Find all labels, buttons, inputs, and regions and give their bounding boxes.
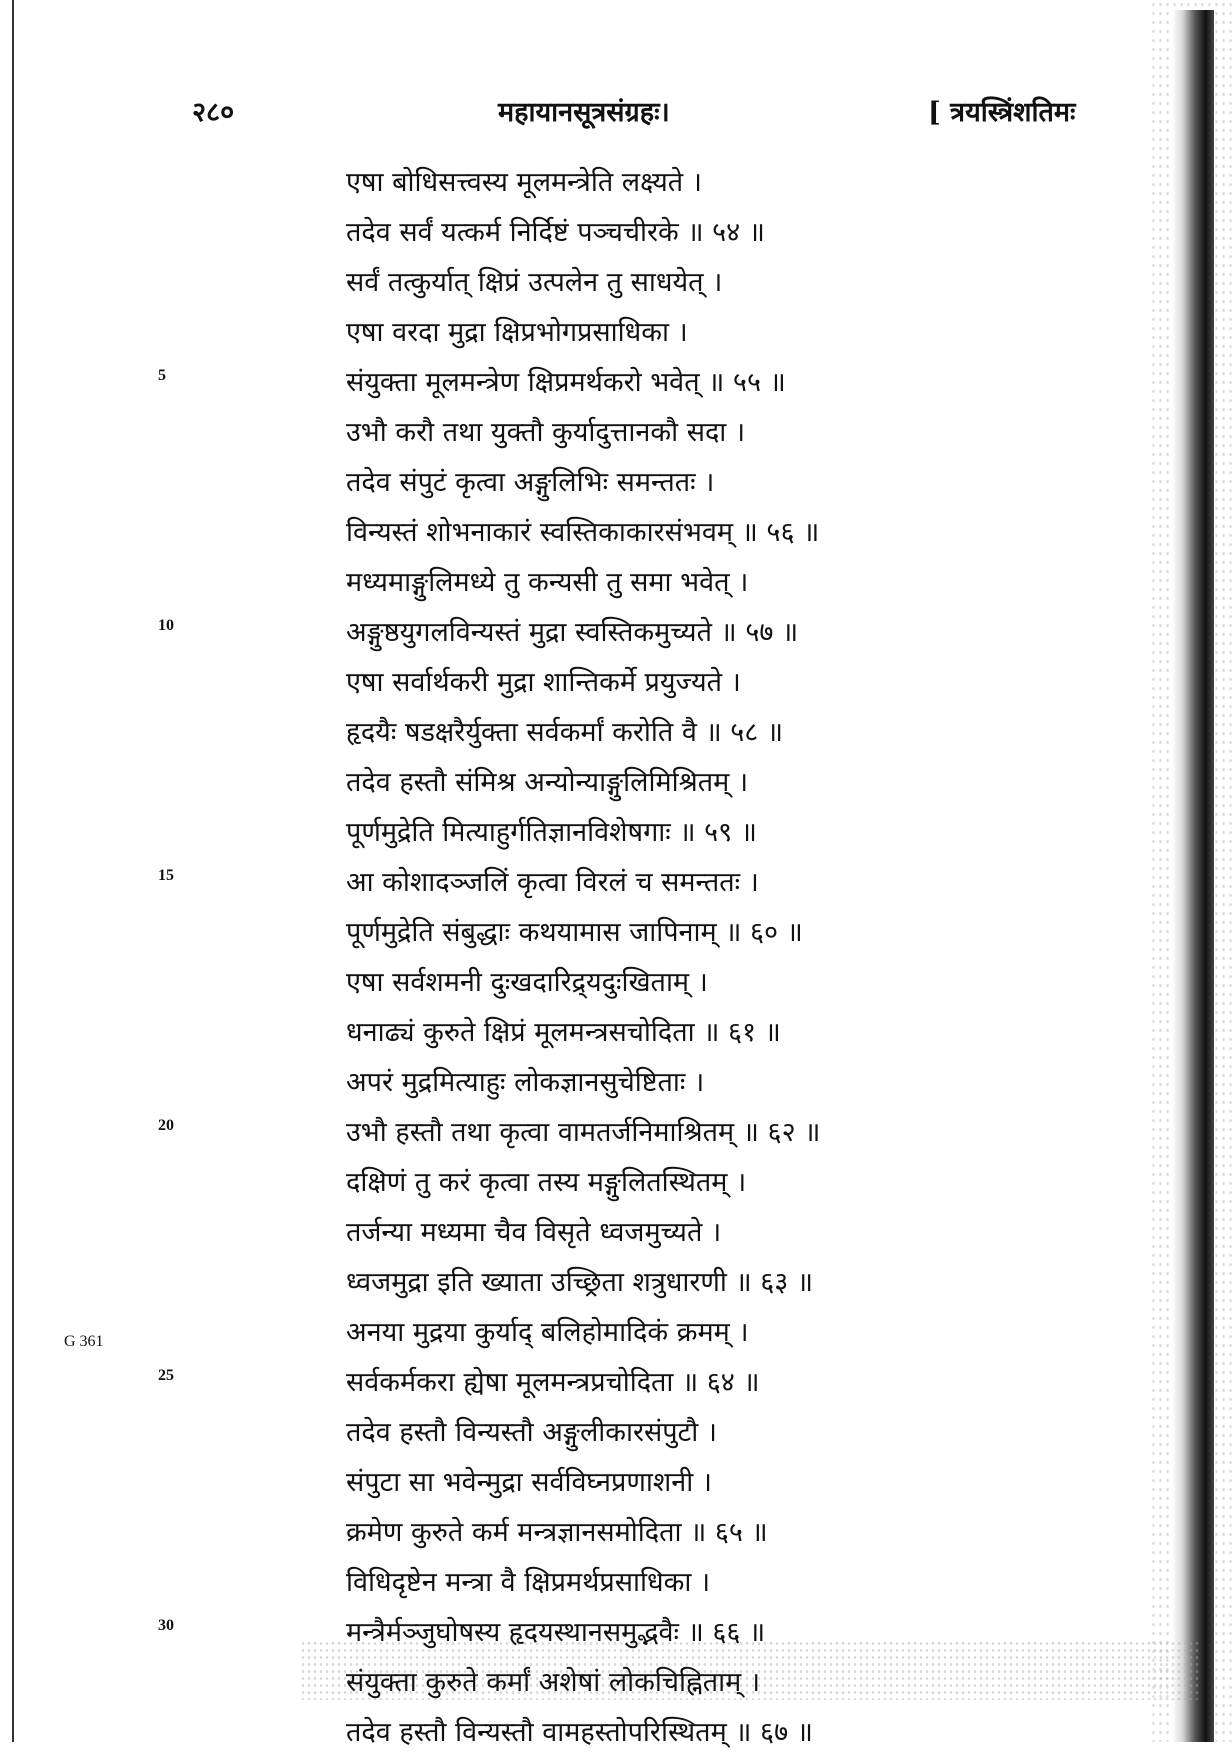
- verse-line: एषा सर्वार्थकरी मुद्रा शान्तिकर्मे प्रयुज्यते ।: [346, 667, 741, 698]
- verse-line: हृदयैः षडक्षरैर्युक्ता सर्वकर्मां करोति वै ॥ ५८ ॥: [346, 717, 784, 748]
- verse-line: दक्षिणं तु करं कृत्वा तस्य मङ्गुलितस्थितम् ।: [346, 1167, 747, 1198]
- running-head: [ त्रयस्त्रिंशतिमः: [928, 97, 1076, 128]
- verse-line: एषा वरदा मुद्रा क्षिप्रभोगप्रसाधिका ।: [346, 317, 688, 348]
- verse-line: संपुटा सा भवेन्मुद्रा सर्वविघ्नप्रणाशनी ।: [346, 1467, 712, 1498]
- verse-line: संयुक्ता मूलमन्त्रेण क्षिप्रमर्थकरो भवेत् ॥ ५५ ॥: [346, 367, 786, 398]
- page-edge-rule: [12, 0, 14, 1742]
- verse-line: पूर्णमुद्रेति मित्याहुर्गतिज्ञानविशेषगाः ॥ ५९ ॥: [346, 817, 757, 848]
- verse-line: विन्यस्तं शोभनाकारं स्वस्तिकाकारसंभवम् ॥ ५६ ॥: [346, 517, 820, 548]
- binding-shadow: [1172, 10, 1214, 1742]
- verse-line: एषा बोधिसत्त्वस्य मूलमन्त्रेति लक्ष्यते ।: [346, 167, 702, 198]
- verse-line: विधिदृष्टेन मन्त्रा वै क्षिप्रमर्थप्रसाधिका ।: [346, 1567, 711, 1598]
- verse-line: क्रमेण कुरुते कर्म मन्त्रज्ञानसमोदिता ॥ ६५ ॥: [346, 1517, 768, 1548]
- margin-reference: G 361: [64, 1333, 104, 1350]
- line-number: 15: [158, 867, 174, 884]
- verse-line: तदेव सर्वं यत्कर्म निर्दिष्टं पञ्चचीरके ॥ ५४ ॥: [346, 217, 765, 248]
- verse-line: सर्वकर्मकरा ह्येषा मूलमन्त्रप्रचोदिता ॥ ६४ ॥: [346, 1367, 760, 1398]
- verse-line: तदेव हस्तौ विन्यस्तौ अङ्गुलीकारसंपुटौ ।: [346, 1417, 718, 1448]
- page-title: महायानसूत्रसंग्रहः।: [498, 97, 670, 128]
- line-number: 10: [158, 617, 174, 634]
- verse-line: मन्त्रैर्मञ्जुघोषस्य हृदयस्थानसमुद्भवैः ॥ ६६ ॥: [346, 1617, 766, 1648]
- verse-line: अपरं मुद्रमित्याहुः लोकज्ञानसुचेष्टिताः ।: [346, 1067, 705, 1098]
- verse-line: अङ्गुष्ठयुगलविन्यस्तं मुद्रा स्वस्तिकमुच्यते ॥ ५७ ॥: [346, 617, 799, 648]
- verse-line: संयुक्ता कुरुते कर्मां अशेषां लोकचिह्निताम् ।: [346, 1667, 761, 1698]
- verse-block: [346, 158, 1146, 1758]
- verse-line: धनाढ्यं कुरुते क्षिप्रं मूलमन्त्रसचोदिता ॥ ६१ ॥: [346, 1017, 781, 1048]
- line-number: 20: [158, 1117, 174, 1134]
- verse-line: सर्वं तत्कुर्यात् क्षिप्रं उत्पलेन तु साधयेत् ।: [346, 267, 723, 298]
- verse-line: अनया मुद्रया कुर्याद् बलिहोमादिकं क्रमम् ।: [346, 1317, 749, 1348]
- verse-line: ध्वजमुद्रा इति ख्याता उच्छ्रिता शत्रुधारणी ॥ ६३ ॥: [346, 1267, 814, 1298]
- verse-line: तदेव हस्तौ संमिश्र अन्योन्याङ्गुलिमिश्रितम् ।: [346, 767, 749, 798]
- line-number: 30: [158, 1617, 174, 1634]
- verse-line: उभौ करौ तथा युक्तौ कुर्यादुत्तानकौ सदा ।: [346, 417, 746, 448]
- page-number: २८०: [192, 97, 235, 128]
- verse-line: पूर्णमुद्रेति संबुद्धाः कथयामास जापिनाम् ॥ ६० ॥: [346, 917, 803, 948]
- verse-line: उभौ हस्तौ तथा कृत्वा वामतर्जनिमाश्रितम् ॥ ६२ ॥: [346, 1117, 821, 1148]
- verse-line: आ कोशादञ्जलिं कृत्वा विरलं च समन्ततः ।: [346, 867, 759, 898]
- verse-line: तदेव हस्तौ विन्यस्तौ वामहस्तोपरिस्थितम् ॥ ६७ ॥: [346, 1717, 813, 1748]
- verse-line: मध्यमाङ्गुलिमध्ये तु कन्यसी तु समा भवेत् ।: [346, 567, 749, 598]
- verse-line: तदेव संपुटं कृत्वा अङ्गुलिभिः समन्ततः ।: [346, 467, 715, 498]
- verse-line: एषा सर्वशमनी दुःखदारिद्र्यदुःखिताम् ।: [346, 967, 708, 998]
- line-number: 5: [158, 367, 166, 384]
- line-number: 25: [158, 1367, 174, 1384]
- verse-line: तर्जन्या मध्यमा चैव विसृते ध्वजमुच्यते ।: [346, 1217, 722, 1248]
